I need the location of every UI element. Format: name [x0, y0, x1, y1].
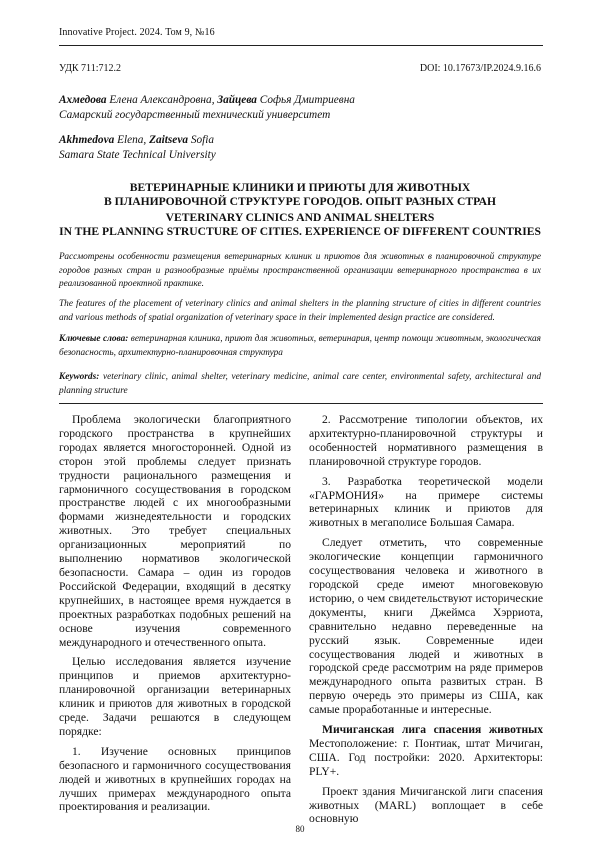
paragraph: Целью исследования является изучение принципов и приемов архитектурно- планировочной организации ветеринарных клиник и приютов для животных в городской среде. Задачи решаются в следующем порядке:	[59, 655, 291, 738]
body-column-left	[59, 413, 291, 820]
title-en	[59, 211, 541, 239]
paragraph: 3. Разработка теоретической модели «ГАРМОНИЯ» на примере системы ветеринарных клиник и приютов для животных в мегаполисе Большая Самара.	[309, 474, 543, 530]
paragraph: 1. Изучение основных принципов безопасного и гармоничного сосуществования людей и животных в крупнейших городах на лучших примерах международного опыта проектирования и реализации.	[59, 744, 291, 814]
authors-ru-names: Ахмедова Елена Александровна, Зайцева Софья Дмитриевна	[59, 94, 355, 106]
header-rule	[59, 45, 543, 46]
running-head: Innovative Project. 2024. Том 9, №16	[59, 27, 215, 38]
abstract-ru: Рассмотрены особенности размещения ветеринарных клиник и приютов для животных в планировочной структуре городов разных стран и разнообразные приёмы пространственной организации ветеринарного пространства в их реализованной проектной практике.	[59, 252, 541, 290]
page-number: 80	[295, 824, 305, 834]
keywords-ru-label: Ключевые слова:	[59, 334, 129, 344]
affiliation-en: Samara State Technical University	[59, 148, 216, 161]
title-en-line1: VETERINARY CLINICS AND ANIMAL SHELTERS	[165, 211, 435, 224]
keywords-en-label: Keywords:	[59, 372, 100, 382]
abstract-en: The features of the placement of veterinary clinics and animal shelters in the planning structure of cities in different countries and various methods of spatial organization of veterinary space in their implemented design practice are considered.	[59, 299, 541, 323]
title-ru-line2: В ПЛАНИРОВОЧНОЙ СТРУКТУРЕ ГОРОДОВ. ОПЫТ РАЗНЫХ СТРАН	[103, 195, 497, 208]
keywords-en-text: veterinary clinic, animal shelter, veterinary medicine, animal care center, environmental safety, architectural and planning structure	[59, 372, 541, 396]
section-heading: Мичиганская лига спасения животных	[322, 723, 543, 737]
authors-ru	[59, 93, 541, 122]
abstract-rule	[59, 403, 543, 404]
title-ru-line1: ВЕТЕРИНАРНЫЕ КЛИНИКИ И ПРИЮТЫ ДЛЯ ЖИВОТНЫХ	[129, 181, 471, 194]
udk-code: УДК 711:712.2	[59, 63, 121, 74]
keywords-en	[59, 371, 541, 398]
keywords-ru-text: ветеринарная клиника, приют для животных, ветеринария, центр помощи животным, экологическая безопасность, архитектурно-планировочная структура	[59, 334, 541, 358]
title-en-line2: IN THE PLANNING STRUCTURE OF CITIES. EXPERIENCE OF DIFFERENT COUNTRIES	[59, 225, 541, 238]
paragraph: Проблема экологически благоприятного городского пространства в крупнейших городах является многосторонней. Одной из сторон этой проблемы следует признать трудности рационального размещения и гармоничного сосуществования в городском пространстве людей с их многообразными формами жизнедеятельности и городских животных. Это требует специальных организационных мероприятий по выполнению нормативов экологической безопасности. Самара – один из городов Российской Федерации, входящий в десятку крупнейших, в настоящее время нуждается в проектных разработках подобных решений на основе изучения современного международного и отечественного опыта.	[59, 413, 291, 649]
body-column-right	[309, 413, 543, 832]
doi[interactable]: DOI: 10.17673/IP.2024.9.16.6	[419, 63, 541, 74]
affiliation-ru: Самарский государственный технический университет	[59, 108, 331, 121]
section-text: Местоположение: г. Понтиак, штат Мичиган, США. Год постройки: 2020. Архитекторы: PLY+.	[309, 736, 543, 778]
keywords-ru	[59, 333, 541, 360]
paragraph: Проект здания Мичиганской лиги спасения животных (MARL) воплощает в себе основную	[309, 784, 543, 826]
authors-en-names: Akhmedova Elena, Zaitseva Sofia	[59, 134, 215, 146]
paragraph: Следует отметить, что современные экологические концепции гармоничного сосуществования человека и животного в городской среде имеют многовековую историю, о чем свидетельствуют исторические документы, книги Джеймса Хэрриота, сравнительно недавно переведенные на русский язык. Современные идеи сосуществования людей и животных в городской среде рассмотрим на ряде примеров международного опыта развитых стран. В первую очередь это примеры из США, как самые проработанные и интересные.	[309, 536, 543, 717]
paragraph: 2. Рассмотрение типологии объектов, их архитектурно-планировочной структуры и особенностей нормативного размещения в планировочной структуре городов.	[309, 413, 543, 468]
section-paragraph	[309, 723, 543, 779]
title-ru	[59, 181, 541, 209]
authors-en	[59, 133, 541, 162]
